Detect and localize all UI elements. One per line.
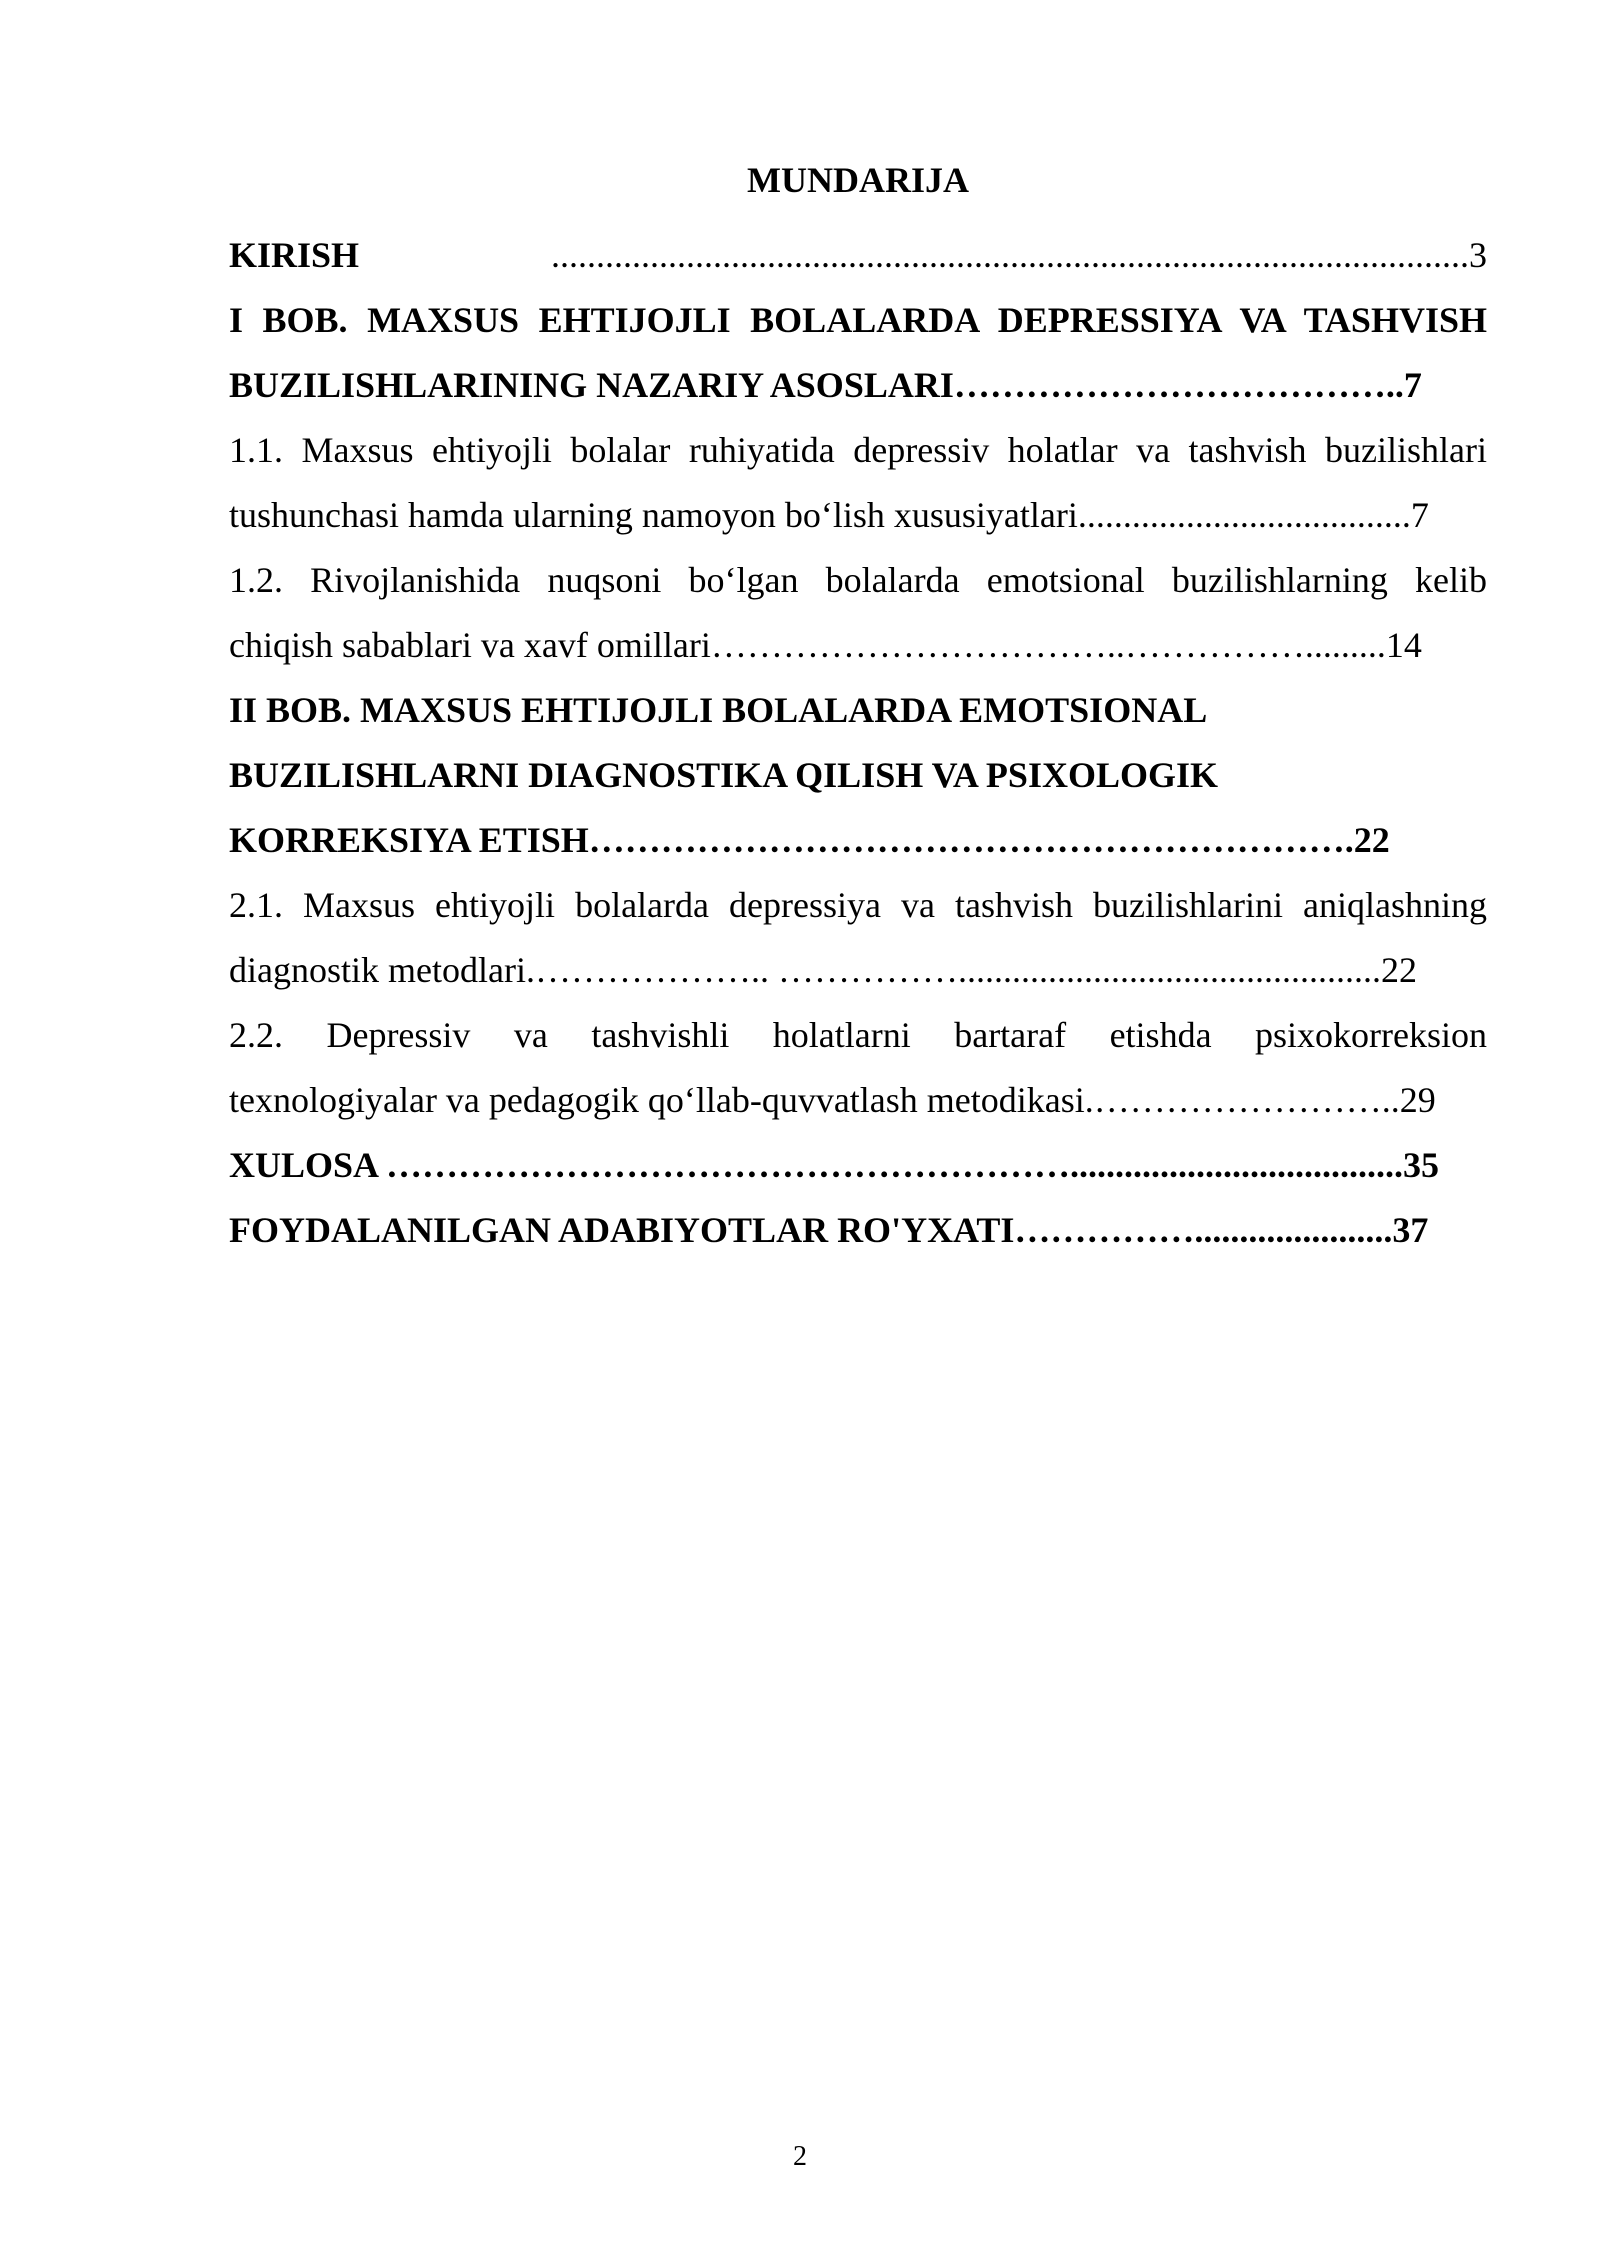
toc-entry-section-1-1 [229, 418, 1487, 548]
toc-entry-line: 2.1. Maxsus ehtiyojli bolalarda depressiya va tashvish buzilishlarini aniqlashning [229, 885, 1487, 925]
toc-entry-line: XULOSA ………………………………………………….....................................35 [229, 1145, 1440, 1185]
toc-title: MUNDARIJA [747, 160, 969, 200]
toc-entry-line: BUZILISHLARINING NAZARIY ASOSLARI………………………………..7 [229, 365, 1422, 405]
toc-entry-line: 1.2. Rivojlanishida nuqsoni bo‘lgan bolalarda emotsional buzilishlarning kelib [229, 560, 1487, 600]
toc-entry-line: 2.2. Depressiv va tashvishli holatlarni bartaraf etishda psixokorreksion [229, 1015, 1487, 1055]
toc-entry-chapter-1 [229, 288, 1487, 418]
toc-entry-line: KORREKSIYA ETISH……………………………………………………….22 [229, 820, 1390, 860]
toc-entry-section-2-2 [229, 1003, 1487, 1133]
toc-entry-line: II BOB. MAXSUS EHTIJOJLI BOLALARDA EMOTSIONAL [229, 690, 1208, 730]
toc-entry-line: texnologiyalar va pedagogik qo‘llab-quvvatlash metodikasi.……………………..29 [229, 1080, 1436, 1120]
toc-entry-section-1-2 [229, 548, 1487, 678]
toc-entry-line [229, 223, 1487, 288]
toc-entry-line: FOYDALANILGAN ADABIYOTLAR RO'YXATI……………......................37 [229, 1210, 1429, 1250]
toc-entry-chapter-2 [229, 678, 1487, 873]
toc-entry-xulosa [229, 1133, 1487, 1198]
toc-entry-references [229, 1198, 1487, 1263]
table-of-contents [229, 148, 1487, 1263]
page-number: 2 [793, 2141, 807, 2172]
toc-entry-leader: ......................................................................................................3 [551, 235, 1487, 275]
toc-entry-line: chiqish sabablari va xavf omillari……………………………..…………….........14 [229, 625, 1422, 665]
toc-entry-line: I BOB. MAXSUS EHTIJOJLI BOLALARDA DEPRESSIYA VA TASHVISH [229, 300, 1487, 340]
toc-entry-line: diagnostik metodlari.……………….. ……………...............................................22 [229, 950, 1417, 990]
toc-entry-label: KIRISH [229, 235, 360, 275]
toc-entry-section-2-1 [229, 873, 1487, 1003]
toc-entry-line: BUZILISHLARNI DIAGNOSTIKA QILISH VA PSIXOLOGIK [229, 755, 1218, 795]
toc-entry-kirish [229, 223, 1487, 288]
toc-entry-line: 1.1. Maxsus ehtiyojli bolalar ruhiyatida depressiv holatlar va tashvish buzilishlari [229, 430, 1487, 470]
toc-entry-line: tushunchasi hamda ularning namoyon bo‘lish xususiyatlari.....................................7 [229, 495, 1429, 535]
